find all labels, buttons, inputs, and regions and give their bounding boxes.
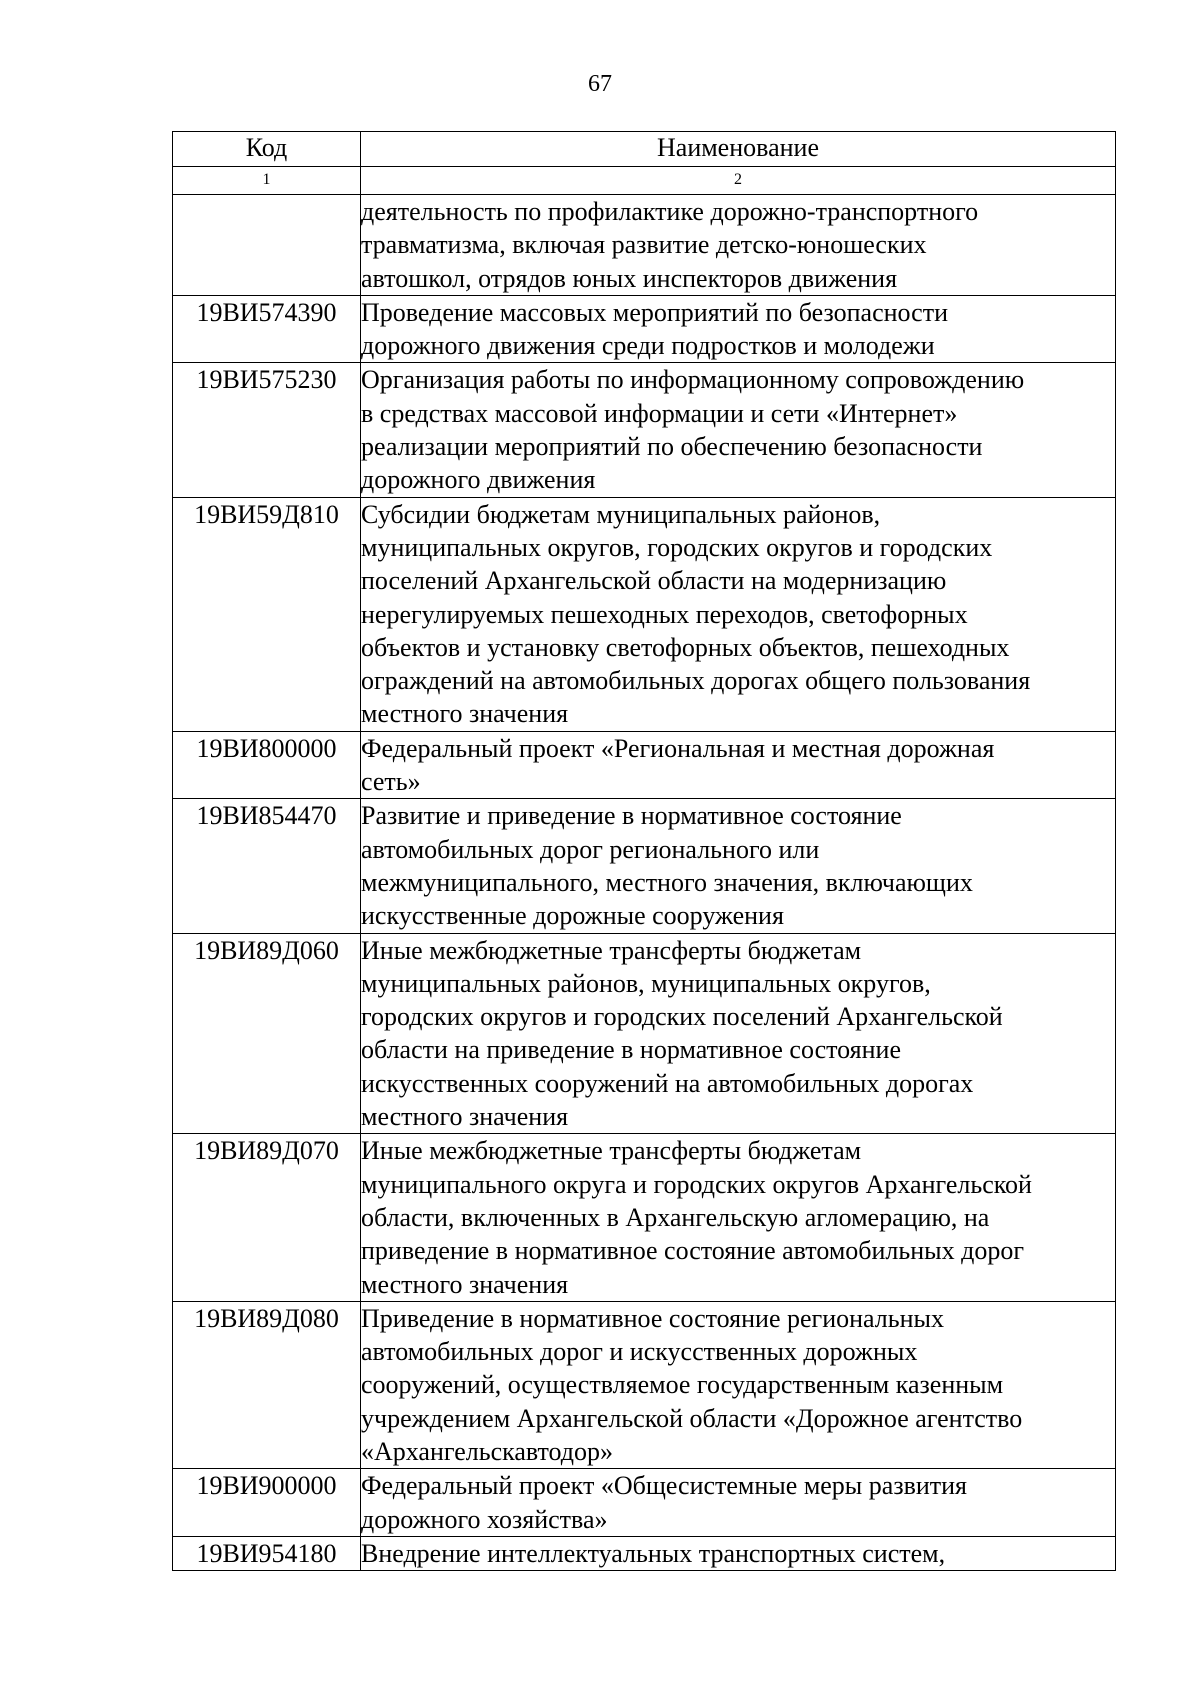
row-name	[361, 799, 1116, 933]
row-name-line: муниципальных округов, городских округов и городских	[361, 532, 993, 562]
row-name-line: в средствах массовой информации и сети «Интернет»	[361, 398, 958, 428]
table-row	[173, 933, 1116, 1134]
table-row	[173, 1536, 1116, 1570]
row-code: 19ВИ574390	[173, 295, 361, 363]
row-code	[173, 195, 361, 296]
row-name-line: Проведение массовых мероприятий по безопасности	[361, 297, 948, 327]
row-name-line: искусственные дорожные сооружения	[361, 901, 784, 931]
row-name-line: Иные межбюджетные трансферты бюджетам	[361, 1136, 862, 1166]
table-row	[173, 1469, 1116, 1537]
row-code: 19ВИ800000	[173, 731, 361, 799]
row-code: 19ВИ89Д080	[173, 1301, 361, 1468]
row-name-line: межмуниципального, местного значения, включающих	[361, 867, 973, 897]
row-name	[361, 1536, 1116, 1570]
column-number-1: 1	[173, 167, 361, 195]
row-name-line: реализации мероприятий по обеспечению безопасности	[361, 432, 983, 462]
row-name-line: деятельность по профилактике дорожно-транспортного	[361, 197, 979, 226]
table-body	[173, 195, 1116, 1571]
row-name	[361, 363, 1116, 497]
row-name-line: сеть»	[361, 767, 421, 797]
table-row	[173, 363, 1116, 497]
code-table	[172, 131, 1116, 1571]
row-code: 19ВИ59Д810	[173, 497, 361, 731]
table-row	[173, 1301, 1116, 1468]
row-name	[361, 195, 1116, 296]
table-row	[173, 195, 1116, 296]
table-header-row	[173, 132, 1116, 167]
row-name-line: Федеральный проект «Общесистемные меры развития	[361, 1471, 968, 1501]
row-name-line: муниципальных районов, муниципальных округов,	[361, 968, 931, 998]
row-name-line: сооружений, осуществляемое государственным казенным	[361, 1370, 1004, 1400]
table-row	[173, 295, 1116, 363]
column-number-2: 2	[361, 167, 1116, 195]
row-name-line: области на приведение в нормативное состояние	[361, 1035, 901, 1065]
row-name	[361, 295, 1116, 363]
row-name	[361, 731, 1116, 799]
table-row	[173, 1134, 1116, 1301]
table-row	[173, 731, 1116, 799]
row-name-line: муниципального округа и городских округов Архангельской	[361, 1169, 1032, 1199]
row-name-line: «Архангельскавтодор»	[361, 1436, 614, 1466]
row-name	[361, 1469, 1116, 1537]
row-code: 19ВИ89Д070	[173, 1134, 361, 1301]
row-name-line: дорожного движения среди подростков и молодежи	[361, 331, 935, 361]
row-name-line: Федеральный проект «Региональная и местная дорожная	[361, 733, 995, 763]
row-name-line: местного значения	[361, 1102, 569, 1132]
row-name-line: приведение в нормативное состояние автомобильных дорог	[361, 1236, 1025, 1266]
header-code: Код	[173, 132, 361, 167]
row-name-line: учреждением Архангельской области «Дорожное агентство	[361, 1403, 1023, 1433]
row-name-line: дорожного хозяйства»	[361, 1504, 608, 1534]
header-name: Наименование	[361, 132, 1116, 167]
row-name	[361, 497, 1116, 731]
row-name-line: дорожного движения	[361, 465, 596, 495]
row-name-line: объектов и установку светофорных объектов, пешеходных	[361, 632, 1010, 662]
table-row	[173, 497, 1116, 731]
row-name-line: Развитие и приведение в нормативное состояние	[361, 801, 902, 831]
row-name-line: городских округов и городских поселений Архангельской	[361, 1002, 1003, 1032]
row-name-line: поселений Архангельской области на модернизацию	[361, 566, 947, 596]
row-name	[361, 933, 1116, 1134]
row-name	[361, 1301, 1116, 1468]
row-code: 19ВИ900000	[173, 1469, 361, 1537]
row-name-line: Иные межбюджетные трансферты бюджетам	[361, 935, 862, 965]
page-number: 67	[588, 71, 612, 97]
row-name-line: травматизма, включая развитие детско-юношеских	[361, 230, 927, 260]
row-name-line: автомобильных дорог и искусственных дорожных	[361, 1337, 918, 1367]
row-code: 19ВИ954180	[173, 1536, 361, 1570]
row-name-line: ограждений на автомобильных дорогах общего пользования	[361, 666, 1031, 696]
row-name-line: местного значения	[361, 1269, 569, 1299]
row-name-line: нерегулируемых пешеходных переходов, светофорных	[361, 599, 968, 629]
row-code: 19ВИ854470	[173, 799, 361, 933]
row-name-line: автомобильных дорог регионального или	[361, 834, 820, 864]
row-name	[361, 1134, 1116, 1301]
row-name-line: Внедрение интеллектуальных транспортных систем,	[361, 1538, 946, 1568]
table-row	[173, 799, 1116, 933]
row-name-line: Организация работы по информационному сопровождению	[361, 365, 1025, 395]
row-code: 19ВИ89Д060	[173, 933, 361, 1134]
row-name-line: искусственных сооружений на автомобильных дорогах	[361, 1068, 974, 1098]
column-number-row	[173, 167, 1116, 195]
row-code: 19ВИ575230	[173, 363, 361, 497]
row-name-line: автошкол, отрядов юных инспекторов движения	[361, 263, 898, 293]
row-name-line: области, включенных в Архангельскую агломерацию, на	[361, 1202, 990, 1232]
row-name-line: Приведение в нормативное состояние региональных	[361, 1303, 945, 1333]
row-name-line: Субсидии бюджетам муниципальных районов,	[361, 499, 881, 529]
row-name-line: местного значения	[361, 699, 569, 729]
